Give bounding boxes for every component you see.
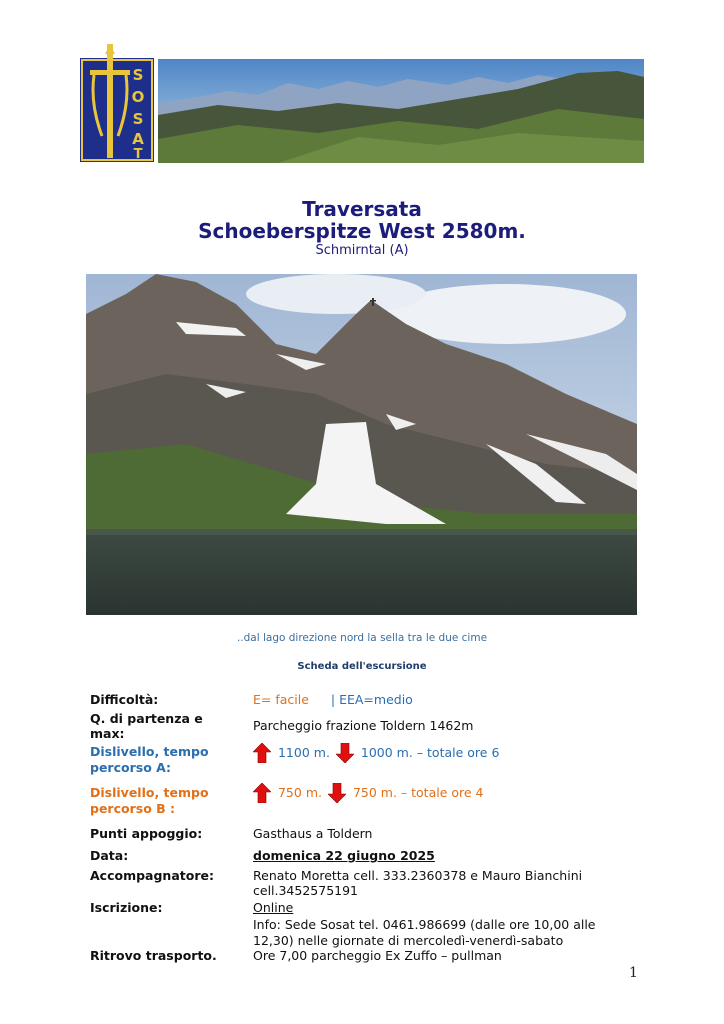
arrow-down-icon <box>336 743 354 763</box>
appoggio-label: Punti appoggio: <box>90 826 203 841</box>
iscrizione-online-link[interactable]: Online <box>253 900 294 915</box>
difficolta-value <box>253 692 413 708</box>
percorso-a-up: 1100 m. <box>277 744 330 760</box>
difficolta-eea: | EEA=medio <box>330 692 413 707</box>
photo-caption: ..dal lago direzione nord la sella tra le due cime <box>236 632 488 644</box>
data-value: domenica 22 giugno 2025 <box>253 848 435 863</box>
ritrovo-value: Ore 7,00 parcheggio Ex Zuffo – pullman <box>253 948 502 963</box>
percorso-b-label-2: percorso B : <box>90 801 176 816</box>
page-number: 1 <box>629 965 638 981</box>
percorso-a-value <box>253 743 499 763</box>
difficolta-label: Difficoltà: <box>90 692 159 707</box>
title-line-1: Traversata <box>302 197 422 221</box>
arrow-up-icon <box>253 743 271 763</box>
arrow-up-icon <box>253 783 271 803</box>
iscrizione-info-2: 12,30) nelle giornate di mercoledì-venerdì-sabato <box>253 933 564 948</box>
accompagnatore-label: Accompagnatore: <box>90 868 214 883</box>
iscrizione-info-1: Info: Sede Sosat tel. 0461.986699 (dalle ore 10,00 alle <box>253 917 596 932</box>
subtitle: Schmirntal (A) <box>315 243 409 258</box>
percorso-a-label-2: percorso A: <box>90 760 172 775</box>
appoggio-value: Gasthaus a Toldern <box>253 826 373 841</box>
accompagnatore-value-1: Renato Moretta cell. 333.2360378 e Mauro Bianchini <box>253 868 583 883</box>
iscrizione-label: Iscrizione: <box>90 900 163 915</box>
percorso-b-up: 750 m. <box>277 784 322 800</box>
percorso-b-value <box>253 783 484 803</box>
mountain-lake-photo <box>86 274 637 615</box>
svg-text:T: T <box>133 147 143 162</box>
partenza-label-2: max: <box>90 726 125 741</box>
arrow-down-icon <box>328 783 346 803</box>
partenza-value: Parcheggio frazione Toldern 1462m <box>253 718 474 733</box>
logo-lettering: S <box>132 66 144 84</box>
ritrovo-label: Ritrovo trasporto. <box>90 948 217 963</box>
percorso-a-label-1: Dislivello, tempo <box>90 744 209 759</box>
data-label: Data: <box>90 848 129 863</box>
svg-text:S: S <box>132 110 144 128</box>
percorso-a-down: 1000 m. – totale ore 6 <box>360 744 500 760</box>
sosat-logo <box>80 44 154 162</box>
accompagnatore-value-2: cell.3452575191 <box>253 883 359 898</box>
title-line-2: Schoeberspitze West 2580m. <box>198 219 526 243</box>
percorso-b-down: 750 m. – totale ore 4 <box>352 784 484 800</box>
scheda-title: Scheda dell'escursione <box>297 661 427 672</box>
svg-text:O: O <box>131 88 145 106</box>
svg-text:A: A <box>132 130 144 148</box>
percorso-b-label-1: Dislivello, tempo <box>90 785 209 800</box>
difficolta-e: E= facile <box>253 692 309 707</box>
partenza-label-1: Q. di partenza e <box>90 711 203 726</box>
banner-landscape-image <box>158 59 644 163</box>
